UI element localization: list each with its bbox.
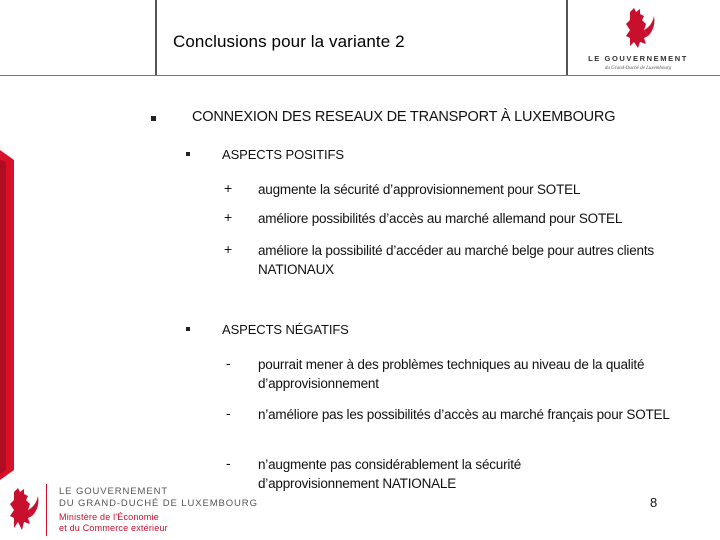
top-logo-line1: LE GOUVERNEMENT (588, 54, 688, 63)
red-lion-icon (618, 6, 658, 50)
header-divider-right (566, 0, 568, 76)
logo-separator (46, 484, 47, 536)
bottom-logo-line1: LE GOUVERNEMENT (59, 486, 169, 497)
header-divider-left (155, 0, 157, 76)
negative-item: n’améliore pas les possibilités d’accès au marché français pour SOTEL (258, 407, 670, 422)
negative-item: n’augmente pas considérablement la sécurité d’approvisionnement NATIONALE (258, 457, 522, 491)
positive-item: augmente la sécurité d’approvisionnement pour SOTEL (258, 182, 581, 197)
bottom-logo-line2: DU GRAND-DUCHÉ DE LUXEMBOURG (59, 498, 258, 509)
negative-item: pourrait mener à des problèmes techniques au niveau de la qualité d’approvisionnement (258, 357, 645, 391)
heading-bullet (151, 116, 156, 121)
red-accent-strip (0, 0, 14, 540)
positive-item: améliore la possibilité d’accéder au marché belge pour autres clients NATIONAUX (258, 243, 654, 277)
negative-symbol: - (226, 405, 231, 421)
page-title: Conclusions pour la variante 2 (173, 32, 405, 51)
positive-symbol: + (224, 180, 233, 196)
government-logo-top (580, 6, 690, 76)
top-logo-line2: du Grand-Duché de Luxembourg (604, 66, 672, 71)
positive-item: améliore possibilités d’accès au marché allemand pour SOTEL (258, 211, 623, 226)
ministry-logo-bottom (0, 478, 260, 540)
negative-label: ASPECTS NÉGATIFS (222, 322, 349, 337)
positive-symbol: + (224, 209, 233, 225)
positive-bullet (186, 152, 190, 156)
section-heading: CONNEXION DES RESEAUX DE TRANSPORT À LUXEMBOURG (192, 109, 616, 125)
page-number: 8 (650, 495, 658, 510)
bottom-logo-line3: Ministère de l'Économie (59, 512, 159, 522)
negative-symbol: - (226, 455, 231, 471)
positive-symbol: + (224, 241, 233, 257)
bottom-logo-line4: et du Commerce extérieur (59, 523, 168, 533)
bottom-logo-gov (59, 486, 258, 510)
bottom-logo-ministry (59, 512, 168, 534)
positive-label: ASPECTS POSITIFS (222, 147, 344, 162)
negative-bullet (186, 327, 190, 331)
negative-symbol: - (226, 355, 231, 371)
red-lion-icon (2, 486, 42, 532)
